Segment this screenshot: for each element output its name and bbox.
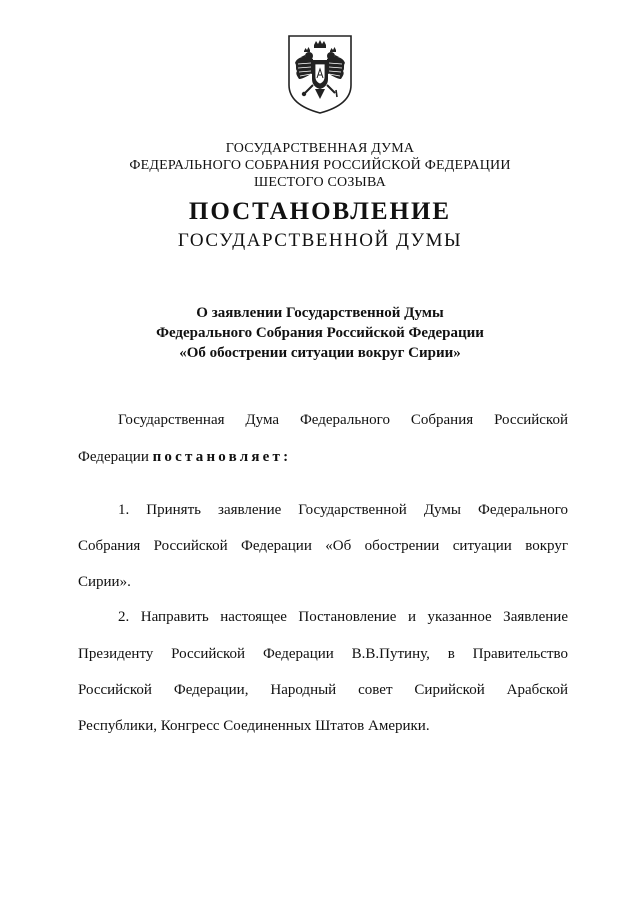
subject-line1: О заявлении Государственной Думы bbox=[196, 305, 444, 321]
org-name-line1: ГОСУДАРСТВЕННАЯ ДУМА bbox=[225, 141, 415, 156]
item2-line3: Российской Федерации, Народный совет Сирийской Арабской bbox=[78, 682, 568, 698]
document-type-title: ПОСТАНОВЛЕНИЕ bbox=[188, 198, 452, 225]
org-name-line2: ФЕДЕРАЛЬНОГО СОБРАНИЯ РОССИЙСКОЙ ФЕДЕРАЦИИ bbox=[129, 158, 511, 173]
intro-subject-word: Федерации bbox=[78, 449, 149, 465]
intro-line2 bbox=[78, 448, 291, 466]
subject-line3: «Об обострении ситуации вокруг Сирии» bbox=[179, 345, 461, 361]
item1-line3: Сирии». bbox=[78, 574, 131, 590]
subject-line2: Федерального Собрания Российской Федерации bbox=[156, 325, 484, 341]
double-headed-eagle-coat-of-arms-icon bbox=[285, 33, 355, 115]
resolution-verb: постановляет: bbox=[152, 449, 292, 465]
item1-line1: 1. Принять заявление Государственной Думы Федерального bbox=[118, 502, 568, 518]
item2-line4: Республики, Конгресс Соединенных Штатов Америки. bbox=[78, 718, 430, 734]
item1-line2: Собрания Российской Федерации «Об обострении ситуации вокруг bbox=[78, 538, 568, 554]
intro-line1: Государственная Дума Федерального Собрания Российской bbox=[118, 412, 568, 428]
convocation-line: ШЕСТОГО СОЗЫВА bbox=[254, 175, 386, 190]
item2-line1: 2. Направить настоящее Постановление и указанное Заявление bbox=[118, 609, 568, 625]
item2-line2: Президенту Российской Федерации В.В.Путину, в Правительство bbox=[78, 646, 568, 662]
document-issuer-title: ГОСУДАРСТВЕННОЙ ДУМЫ bbox=[177, 230, 463, 251]
